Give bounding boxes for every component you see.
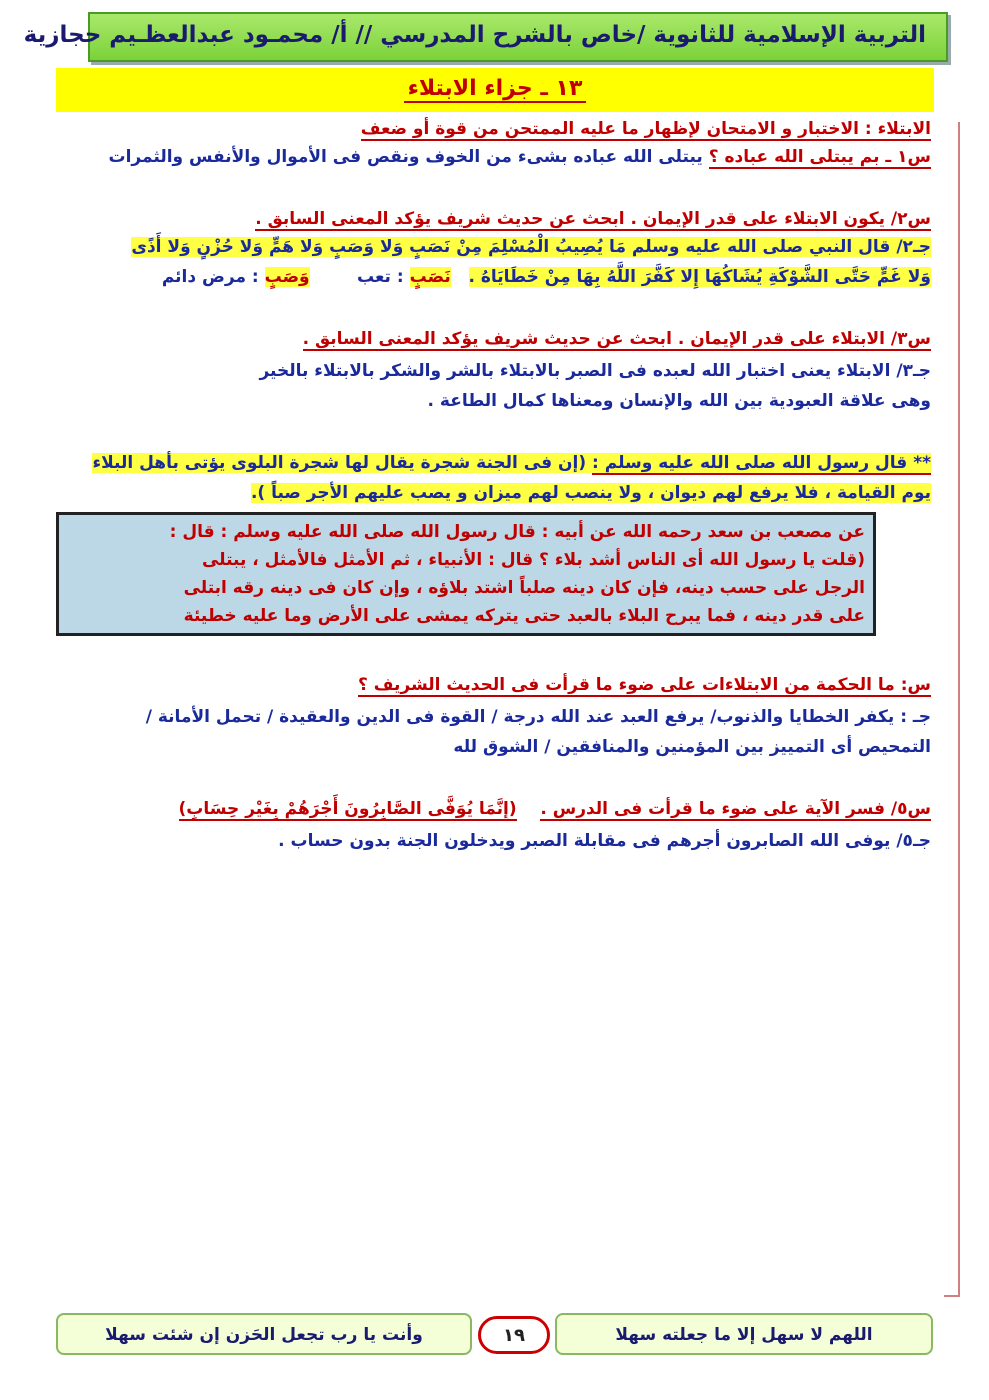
question-3: س٣/ الابتلاء على قدر الإيمان . ابحث عن حديث شريف يؤكد المعنى السابق . xyxy=(302,329,931,349)
gloss-wasab-meaning: : مرض دائم xyxy=(161,267,259,287)
hadith-box-line-4: على قدر دينه ، فما يبرح البلاء بالعبد حتى يتركه يمشى على الأرض وما عليه خطيئة xyxy=(183,606,865,626)
page-number: ١٩ xyxy=(503,1325,525,1346)
hadith-text-1: (إن فى الجنة شجرة يقال لها شجرة البلوى يؤتى بأهل البلاء xyxy=(92,453,587,473)
hadith-box-line-3: الرجل على حسب دينه، فإن كان دينه صلباً اشتد بلاؤه ، وإن كان فى دينه رقه ابتلى xyxy=(183,578,865,598)
answer-4-line-1: جـ : يكفر الخطايا والذنوب/ يرفع العبد عند الله درجة / القوة فى الدين والعقيدة / تحمل الأمانة / xyxy=(145,707,931,727)
question-5-label: س٥/ فسر الآية على ضوء ما قرأت فى الدرس . xyxy=(540,799,931,819)
footer-right-text: اللهم لا سهل إلا ما جعلته سهلا xyxy=(615,1325,873,1345)
footer-right-box xyxy=(555,1313,933,1355)
lesson-band xyxy=(56,68,934,112)
answer-2-line-1: جـ٢/ قال النبي صلى الله عليه وسلم مَا يُصِيبُ الْمُسْلِمَ مِنْ نَصَبٍ وَلا وَصَبٍ وَلا هَمٍّ وَلا حُزْنٍ وَلا أَذًى xyxy=(131,237,931,257)
hadith-box-line-2: (قلت يا رسول الله أى الناس أشد بلاء ؟ قال : الأنبياء ، ثم الأمثل فالأمثل ، يبتلى xyxy=(201,550,865,570)
hadith-box xyxy=(56,512,876,636)
question-5 xyxy=(179,796,932,822)
answer-3-line-1: جـ٣/ الابتلاء يعنى اختبار الله لعبده فى الصبر بالابتلاء بالشر والشكر بالابتلاء بالخير xyxy=(259,361,931,381)
gloss-wasab: وَصَبٍ xyxy=(264,267,310,287)
question-5-verse: (إِنَّمَا يُوَفَّى الصَّابِرُونَ أَجْرَهُمْ بِغَيْرِ حِسَابٍ) xyxy=(178,799,517,819)
answer-5: جـ٥/ يوفى الله الصابرون أجرهم فى مقابلة الصبر ويدخلون الجنة بدون حساب . xyxy=(278,831,931,851)
hadith-line-2: يوم القيامة ، فلا يرفع لهم ديوان ، ولا ينصب لهم ميزان و يصب عليهم الأجر صباً ). xyxy=(250,483,931,503)
gloss-nasab-meaning: : تعب xyxy=(356,267,404,287)
gloss-nasab: نَصَبٍ xyxy=(409,267,451,287)
hadith-box-line-1: عن مصعب بن سعد رحمه الله عن أبيه : قال رسول الله صلى الله عليه وسلم : قال : xyxy=(169,522,865,542)
footer-left-box xyxy=(56,1313,472,1355)
question-1 xyxy=(109,144,932,170)
margin-line xyxy=(958,122,960,1297)
header-title: التربية الإسلامية للثانوية /خاص بالشرح المدرسي // أ/ محمـود عبدالعظـيم حجازية xyxy=(23,22,926,48)
definition-line: الابتلاء : الاختبار و الامتحان لإظهار ما عليه الممتحن من قوة أو ضعف xyxy=(360,119,931,139)
answer-2-line-2: وَلا غَمٍّ حَتَّى الشَّوْكَةِ يُشَاكُهَا إِلا كَفَّرَ اللَّهُ بِهَا مِنْ خَطَايَاهُ . نَصَبٍ : تعب وَصَبٍ : مرض دائم xyxy=(161,267,931,287)
question-4: س: ما الحكمة من الابتلاءات على ضوء ما قرأت فى الحديث الشريف ؟ xyxy=(357,675,931,695)
hadith-line-1 xyxy=(92,450,931,476)
question-1-answer: يبتلى الله عباده بشىء من الخوف ونقص فى الأموال والأنفس والثمرات xyxy=(108,147,703,167)
answer-4-line-2: التمحيص أى التمييز بين المؤمنين والمنافقين / الشوق لله xyxy=(453,737,931,757)
question-1-label: س١ ـ بم يبتلى الله عباده ؟ xyxy=(708,147,931,167)
question-2: س٢/ يكون الابتلاء على قدر الإيمان . ابحث عن حديث شريف يؤكد المعنى السابق . xyxy=(255,209,931,229)
page-number-box xyxy=(478,1316,550,1354)
margin-line-corner xyxy=(944,1295,960,1297)
lesson-title: ١٣ ـ جزاء الابتلاء xyxy=(404,76,587,103)
answer-3-line-2: وهى علاقة العبودية بين الله والإنسان ومعناها كمال الطاعة . xyxy=(427,391,931,411)
hadith-intro: ** قال رسول الله صلى الله عليه وسلم : xyxy=(592,453,931,473)
header-band xyxy=(23,12,948,62)
footer-left-text: وأنت يا رب تجعل الحَزن إن شئت سهلا xyxy=(105,1325,423,1345)
